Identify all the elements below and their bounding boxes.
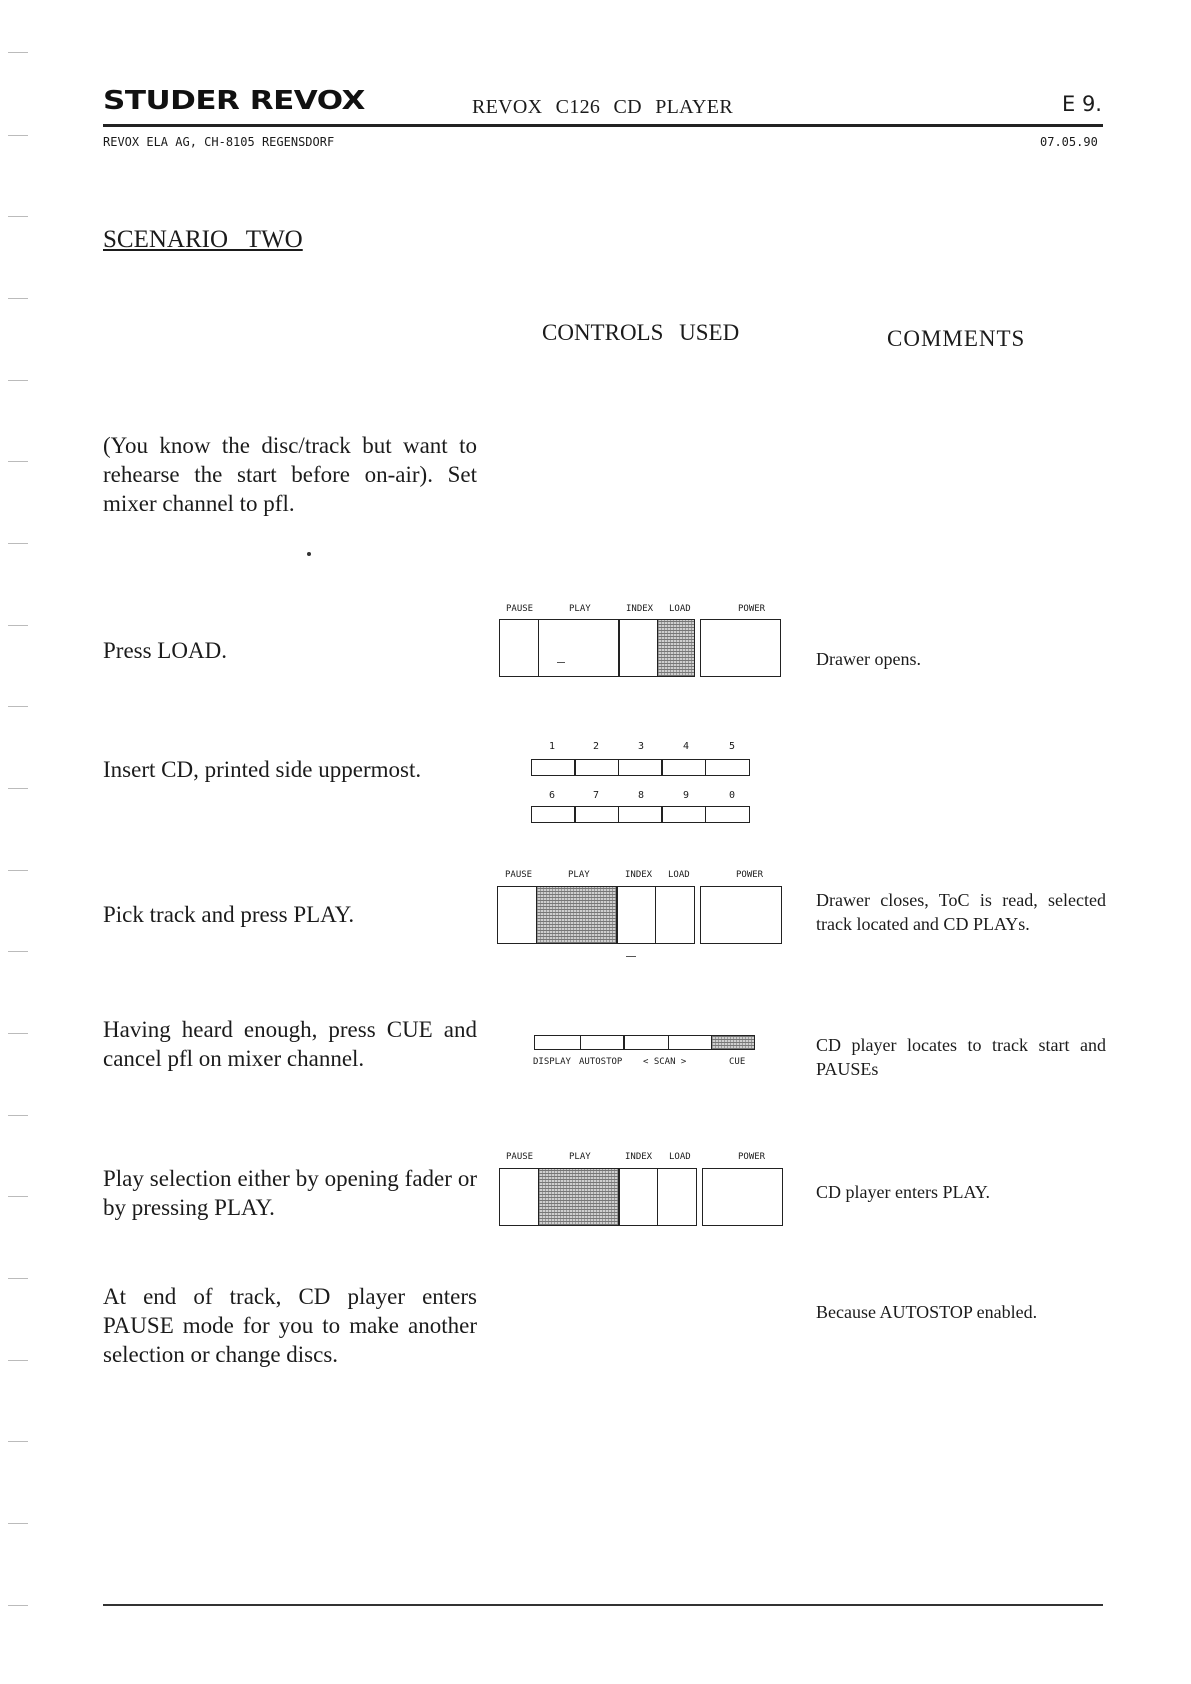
scenario-title: SCENARIO TWO [103,226,303,253]
load-button-pressed[interactable] [657,619,695,677]
margin-tick [8,1033,28,1034]
margin-tick [8,461,28,462]
index-button[interactable] [618,1168,658,1226]
power-button[interactable] [700,886,782,944]
key-0[interactable] [705,806,750,823]
mark [626,956,636,957]
stray-dot [307,552,311,556]
step-1-comment: Drawer opens. [816,649,921,669]
step-3-instruction: Pick track and press PLAY. [103,902,355,927]
power-button[interactable] [700,619,781,677]
margin-tick [8,216,28,217]
key-3-label: 3 [638,741,645,752]
brand-logo: STUDER REVOX [103,86,365,116]
power-label: POWER [738,1152,766,1162]
key-1-label: 1 [549,741,556,752]
key-3[interactable] [618,759,663,776]
play-label: PLAY [569,1152,591,1162]
play-label: PLAY [569,604,591,614]
margin-tick [8,135,28,136]
margin-tick [8,788,28,789]
scan-label: < SCAN > [643,1057,687,1067]
margin-tick [8,870,28,871]
margin-tick [8,52,28,53]
index-button[interactable] [618,619,658,677]
index-label: INDEX [625,870,653,880]
keypad-top-row [532,759,750,776]
controls-heading: CONTROLS USED [542,320,740,345]
key-7-label: 7 [593,790,600,801]
key-6[interactable] [531,806,576,823]
pause-button[interactable] [499,1168,539,1226]
load-button[interactable] [657,1168,697,1226]
panel-3 [497,886,782,944]
pause-button[interactable] [499,619,539,677]
cue-button-pressed[interactable] [711,1035,755,1050]
panel-5 [499,1168,783,1226]
step-4-comment: CD player locates to track start and PAUSEs [816,1035,1106,1079]
page-number: E 9. [1062,92,1102,116]
load-label: LOAD [668,870,690,880]
key-5[interactable] [705,759,750,776]
intro-text: (You know the disc/track but want to rehearse the start before on-air). Set mixer channel to pfl. [103,433,477,516]
margin-tick [8,1523,28,1524]
key-8[interactable] [618,806,663,823]
margin-tick [8,298,28,299]
key-9[interactable] [661,806,706,823]
transport-panel [534,1035,755,1050]
comments-heading: COMMENTS [887,326,1026,351]
step-5-comment: CD player enters PLAY. [816,1182,990,1202]
autostop-button[interactable] [580,1035,625,1050]
step-2-instruction: Insert CD, printed side uppermost. [103,757,422,782]
document-title: REVOX C126 CD PLAYER [472,96,733,118]
margin-tick [8,1605,28,1606]
step-4-instruction: Having heard enough, press CUE and cancel pfl on mixer channel. [103,1017,477,1071]
margin-tick [8,380,28,381]
index-label: INDEX [626,604,654,614]
power-button[interactable] [702,1168,783,1226]
margin-tick [8,625,28,626]
step-1-instruction: Press LOAD. [103,638,227,663]
header-rule [103,124,1103,127]
pause-button[interactable] [497,886,537,944]
index-button[interactable] [616,886,656,944]
display-button[interactable] [534,1035,581,1050]
play-button-pressed[interactable] [538,1168,620,1226]
power-label: POWER [736,870,764,880]
company-address: REVOX ELA AG, CH-8105 REGENSDORF [103,135,335,149]
key-2[interactable] [574,759,619,776]
pause-label: PAUSE [506,1152,534,1162]
margin-tick [8,1278,28,1279]
key-2-label: 2 [593,741,600,752]
power-label: POWER [738,604,766,614]
panel-1 [499,619,781,677]
load-label: LOAD [669,1152,691,1162]
key-1[interactable] [531,759,576,776]
margin-tick [8,543,28,544]
footer-rule [103,1604,1103,1606]
key-0-label: 0 [729,790,736,801]
key-6-label: 6 [549,790,556,801]
scan-forward-button[interactable] [668,1035,713,1050]
key-4-label: 4 [683,741,690,752]
load-label: LOAD [669,604,691,614]
key-5-label: 5 [729,741,736,752]
keypad-bottom-row [532,806,750,823]
margin-tick [8,1115,28,1116]
document-date: 07.05.90 [1040,135,1098,149]
margin-tick [8,1360,28,1361]
margin-tick [8,951,28,952]
play-button-pressed[interactable] [536,886,618,944]
autostop-label: AUTOSTOP [579,1057,623,1067]
step-6-comment: Because AUTOSTOP enabled. [816,1302,1038,1322]
index-label: INDEX [625,1152,653,1162]
cue-label: CUE [729,1057,746,1067]
pause-label: PAUSE [505,870,533,880]
load-button[interactable] [655,886,695,944]
pause-label: PAUSE [506,604,534,614]
key-9-label: 9 [683,790,690,801]
key-8-label: 8 [638,790,645,801]
margin-tick [8,1196,28,1197]
scan-back-button[interactable] [623,1035,669,1050]
step-6-instruction: At end of track, CD player enters PAUSE mode for you to make another selection or change discs. [103,1284,477,1367]
margin-tick [8,1441,28,1442]
key-7[interactable] [574,806,619,823]
display-label: DISPLAY [533,1057,571,1067]
step-5-instruction: Play selection either by opening fader or by pressing PLAY. [103,1166,477,1220]
key-4[interactable] [661,759,706,776]
step-3-comment: Drawer closes, ToC is read, selected track located and CD PLAYs. [816,890,1106,934]
play-button[interactable] [538,619,620,677]
play-label: PLAY [568,870,590,880]
margin-tick [8,706,28,707]
